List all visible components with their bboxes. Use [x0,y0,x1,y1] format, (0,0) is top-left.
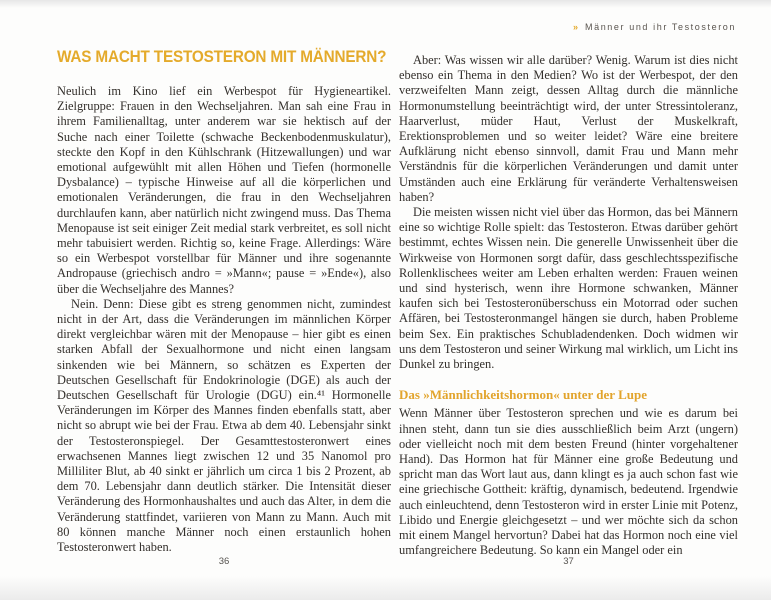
section-subheading: Das »Männlichkeitshormon« unter der Lupe [399,387,647,403]
right-body-text [399,53,738,559]
paragraph: Aber: Was wissen wir alle darüber? Wenig. Warum ist dies nicht ebenso ein Thema in den Medien? Wo ist der Werbespot, der den verzweifelten Mann zeigt, dessen Alltag durch die männliche Hormonumstellung beeinträchtigt wird, der unter Stressintoleranz, Haarverlust, müder Haut, Verlust der Muskelkraft, Erektionsproblemen und so weiter leidet? Wäre eine breitere Aufklärung nicht ebenso sinnvoll, damit Frau und Mann mehr Verständnis für die körperlichen Veränderungen und damit unter Umständen auch eine Erklärung für veränderte Verhaltensweisen haben? [399,53,738,204]
scan-edge-bottom [0,576,771,600]
paragraph: Nein. Denn: Diese gibt es streng genommen nicht, zumindest nicht in der Art, dass die Veränderungen im männlichen Körper direkt vergleichbar wären mit der Menopause – hier gibt es einen starken Abfall der Sexualhormone und nicht einen langsam sinkenden wie bei Männern, so schätzen es Experten der Deutschen Gesellschaft für Endokrinologie (DGE) als auch der Deutschen Gesellschaft für Urologie (DGU) ein.⁴¹ Hormonelle Veränderungen im Körper des Mannes finden ebenfalls statt, aber nicht so abrupt wie bei der Frau. Etwa ab dem 40. Lebensjahr sinkt der Testosteronspiegel. Der Gesamttestosteronwert eines erwachsenen Mannes liegt zwischen 12 und 35 Nanomol pro Milliliter Blut, ab 40 sinkt er jährlich um circa 1 bis 2 Prozent, ab dem 70. Lebensjahr dann deutlich stärker. Die Intensität dieser Veränderung des Hormonhaushaltes und auch das Alter, in dem die Veränderung stattfindet, variieren von Mann zu Mann. Auch mit 80 können manche Männer noch einen erstaunlich hohen Testosteronwert haben. [57,296,391,555]
paragraph: Neulich im Kino lief ein Werbespot für Hygieneartikel. Zielgruppe: Frauen in den Wechseljahren. Man sah eine Frau in ihrem Familienalltag, unter anderem war sie hektisch auf der Suche nach einer Toilette (schwache Beckenbodenmuskulatur), steckte den Kopf in den Kühlschrank (Hitzewallungen) und war emotional aufgewühlt mit allen Höhen und Tiefen (hormonelle Dysbalance) – typische Hinweise auf all die körperlichen und emotionalen Veränderungen, die frau in den Wechseljahren durchlaufen kann, aber natürlich nicht zwingend muss. Das Thema Menopause ist seit einiger Zeit medial stark verbreitet, es soll nicht mehr tabuisiert werden. Richtig so, keine Frage. Allerdings: Wäre so ein Werbespot vorstellbar für Männer und ihre sogenannte Andropause (griechisch andro = »Mann«; pause = »Ende«), also über die Wechseljahre des Mannes? [57,84,391,296]
chapter-heading: WAS MACHT TESTOSTERON MIT MÄNNERN? [57,47,387,66]
page-number-left: 36 [218,556,230,567]
page-left [57,0,391,600]
paragraph: Wenn Männer über Testosteron sprechen und wie es darum bei ihnen steht, dann tun sie dies ausschließlich beim Arzt (ungern) oder vielleicht noch mit dem besten Freund (hinter vorgehaltener Hand). Das Hormon hat für Männer eine große Bedeutung und spricht man das Wort laut aus, dann klingt es ja auch schon fast wie eine griechische Gottheit: kräftig, dynamisch, bedeutend. Irgendwie auch einleuchtend, denn Testosteron wird in erster Linie mit Potenz, Libido und Energie gleichgesetzt – und wer möchte sich da schon mit einem Mangel hervortun? Dabei hat das Hormon noch eine viel umfangreichere Bedeutung. So kann ein Mangel oder ein [399,406,738,558]
left-body-text [57,84,391,555]
paragraph: Die meisten wissen nicht viel über das Hormon, das bei Männern eine so wichtige Rolle spielt: das Testosteron. Etwas darüber gehört bestimmt, echtes Wissen nein. Die generelle Unwissenheit über die Wirkweise von Hormonen sorgt dafür, dass geschlechtsspezifische Rollenklischees weiter am Leben erhalten werden: Frauen weinen und sind hysterisch, wenn ihre Hormone schwanken, Männer kaufen sich bei Testosteronüberschuss ein Motorrad oder suchen Affären, bei Testosteronmangel hängen sie durch, haben Probleme beim Sex. Ein praktisches Schubladendenken. Doch widmen wir uns dem Testosteron und seiner Wirkung mal wirklich, um Licht ins Dunkel zu bringen. [399,205,738,372]
page-number-right: 37 [563,556,574,567]
running-header-text: Männer und ihr Testosteron [585,22,736,32]
running-header [573,22,736,32]
page-right [399,0,738,600]
chevrons-icon: » [572,22,578,32]
